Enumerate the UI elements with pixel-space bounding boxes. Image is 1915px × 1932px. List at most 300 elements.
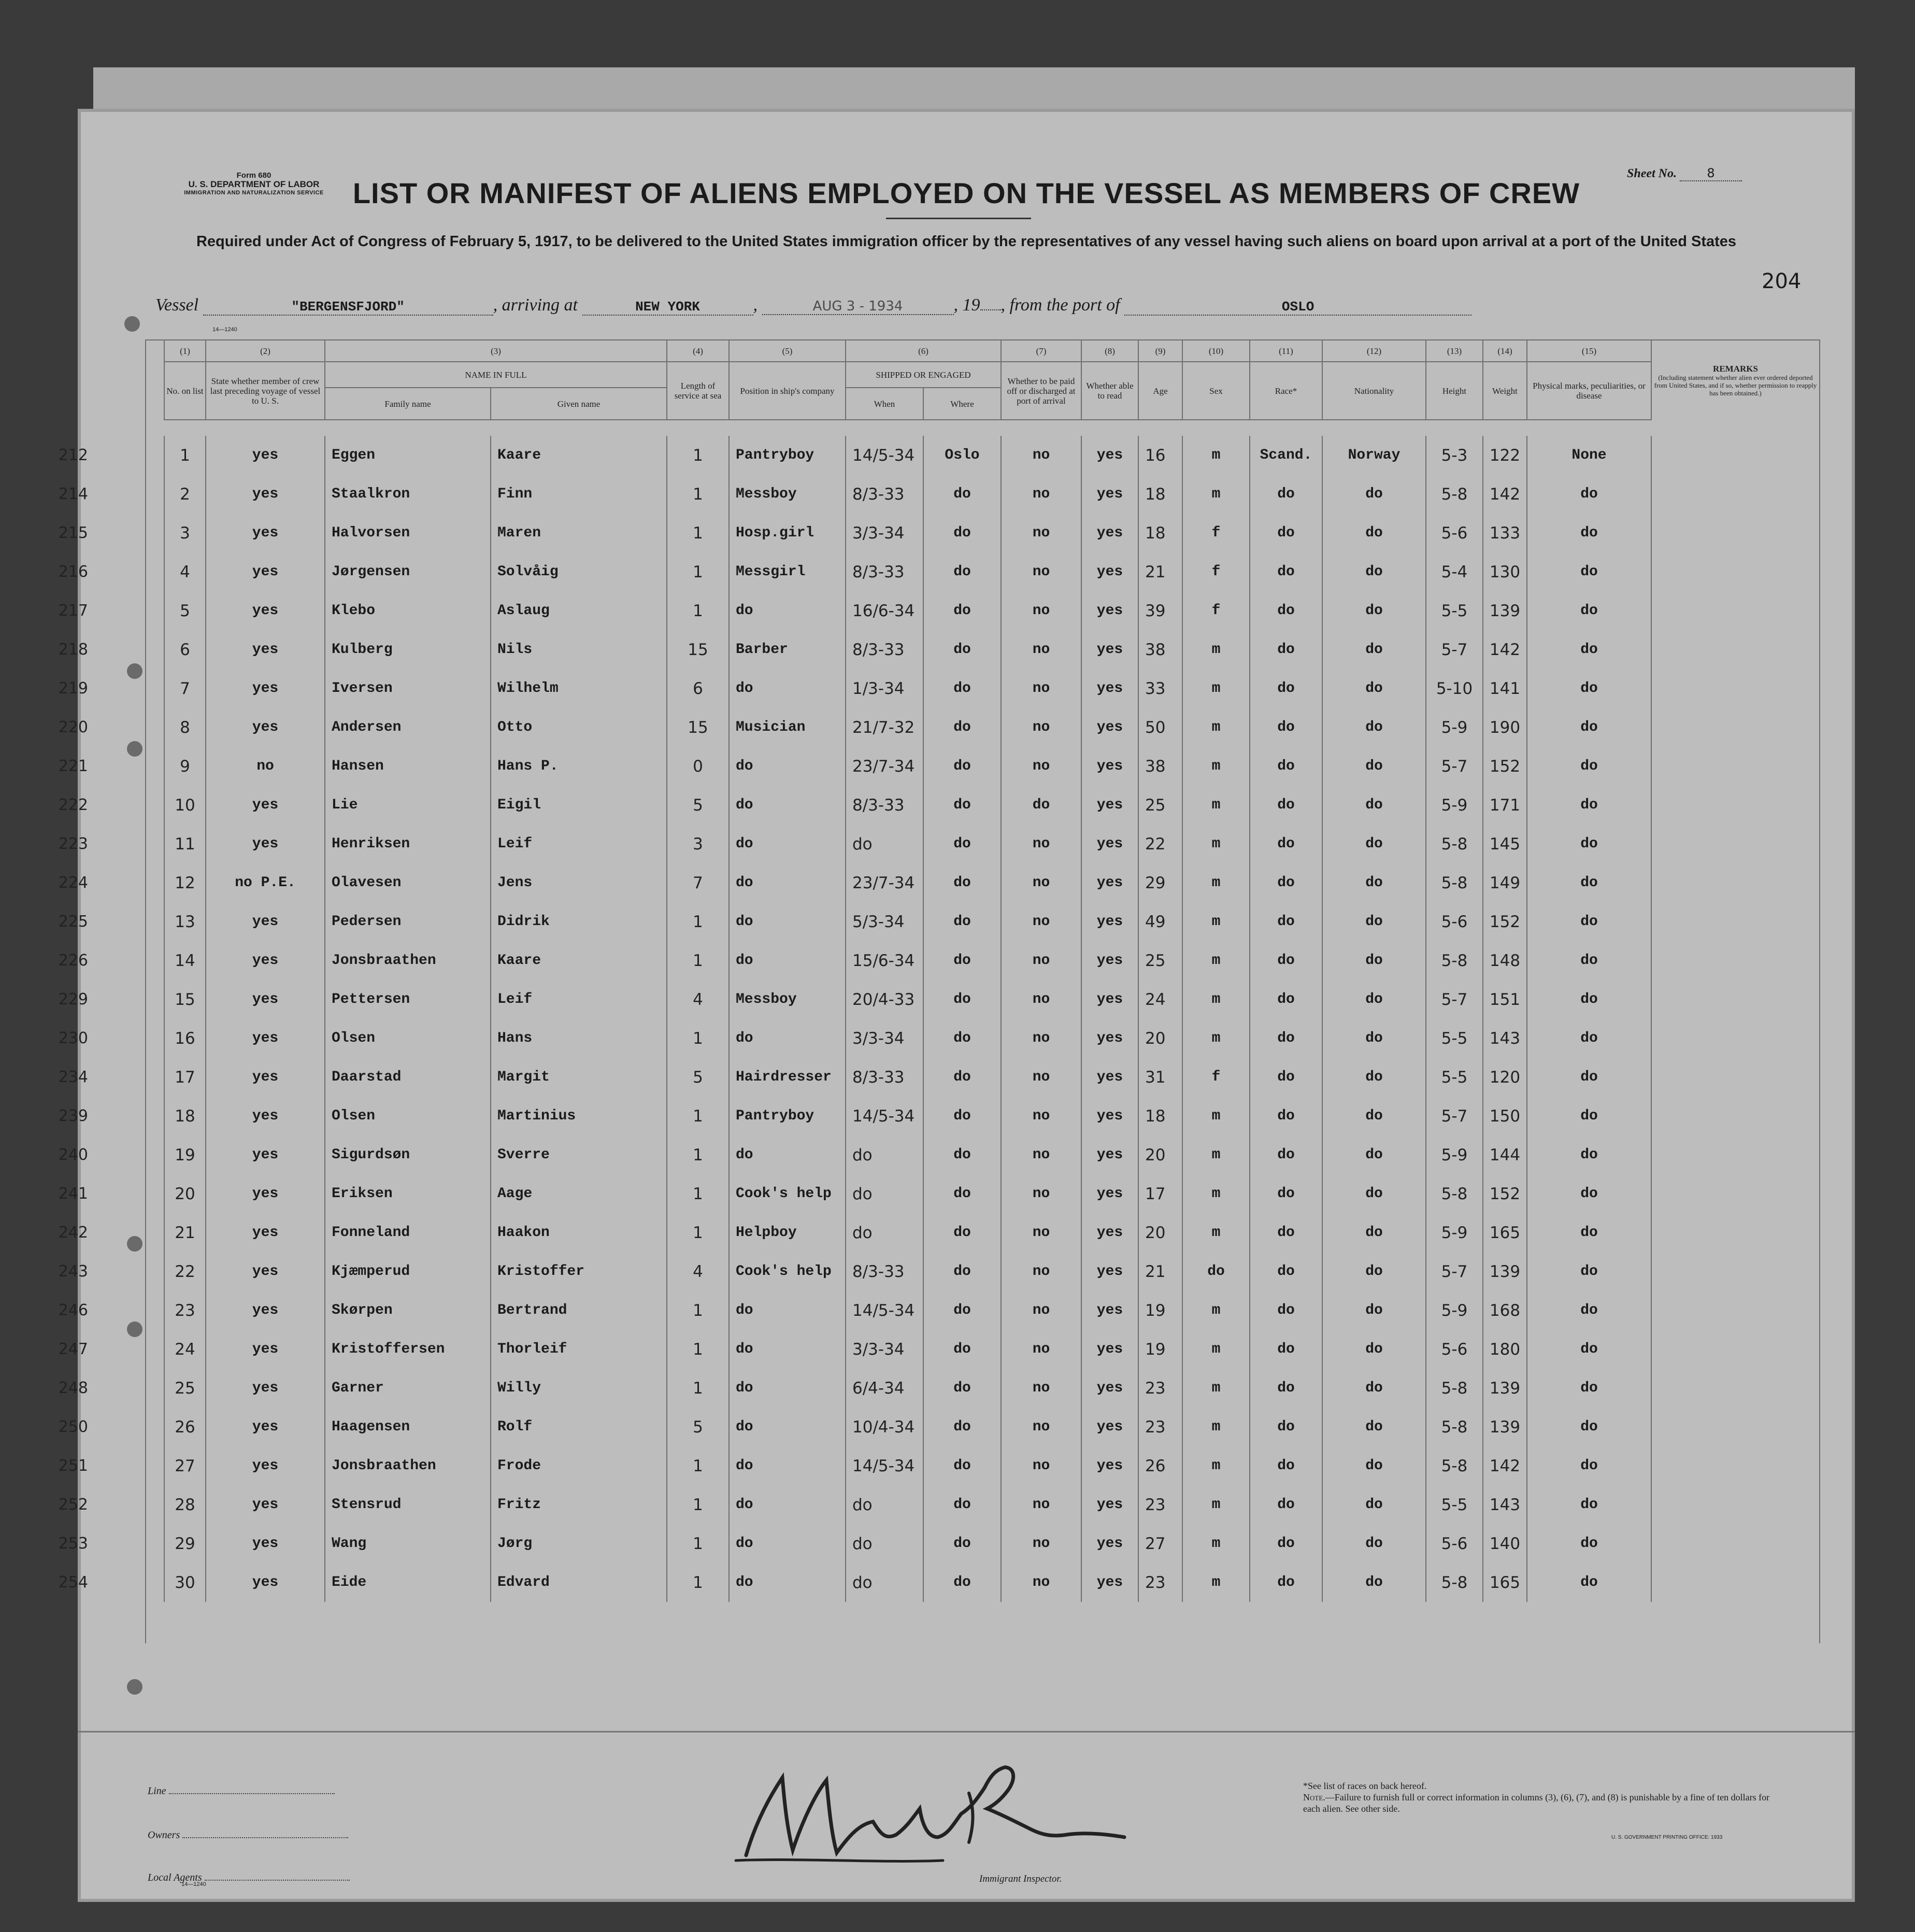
row-number: 8 xyxy=(164,708,206,747)
table-row xyxy=(146,591,1820,630)
able-read-cell: yes xyxy=(1081,1135,1138,1174)
weight-cell: 120 xyxy=(1483,1058,1527,1097)
given-name-cell: Otto xyxy=(491,708,667,747)
shipped-when-cell: 8/3-33 xyxy=(846,475,923,514)
age-cell: 38 xyxy=(1138,747,1182,786)
spacer-cell xyxy=(146,420,1820,436)
given-name-cell: Kaare xyxy=(491,941,667,980)
remarks-cell xyxy=(1651,669,1820,708)
note-label: Note. xyxy=(1303,1792,1325,1802)
age-cell: 21 xyxy=(1138,552,1182,591)
nationality-cell: do xyxy=(1322,980,1426,1019)
given-name-cell: Margit xyxy=(491,1058,667,1097)
margin-line-number: 220 xyxy=(58,718,88,736)
able-read-cell: yes xyxy=(1081,902,1138,941)
sex-cell: m xyxy=(1182,1446,1250,1485)
remarks-cell xyxy=(1651,863,1820,902)
weight-cell: 143 xyxy=(1483,1485,1527,1524)
paid-off-cell: no xyxy=(1001,436,1081,475)
paid-off-cell: no xyxy=(1001,669,1081,708)
margin-line-number: 219 xyxy=(58,679,88,698)
given-name-cell: Didrik xyxy=(491,902,667,941)
shipped-where-cell: do xyxy=(923,1019,1001,1058)
family-name-cell: Jørgensen xyxy=(325,552,491,591)
margin-line-number: 224 xyxy=(58,873,88,892)
physical-marks-cell: do xyxy=(1527,475,1651,514)
sheet-number-value: 8 xyxy=(1680,166,1742,181)
remarks-header xyxy=(1651,340,1820,420)
row-number: 24 xyxy=(164,1330,206,1369)
paid-off-cell: no xyxy=(1001,475,1081,514)
position-cell: Hosp.girl xyxy=(729,514,846,552)
table-spacer-row xyxy=(146,420,1820,436)
sex-cell: m xyxy=(1182,1369,1250,1408)
shipped-where-cell: do xyxy=(923,1252,1001,1291)
given-name-cell: Wilhelm xyxy=(491,669,667,708)
family-name-cell: Halvorsen xyxy=(325,514,491,552)
sex-cell: f xyxy=(1182,552,1250,591)
margin-cell xyxy=(146,591,164,630)
remarks-cell xyxy=(1651,1174,1820,1213)
position-cell: do xyxy=(729,1291,846,1330)
col-num-6: (6) xyxy=(846,340,1001,362)
remarks-cell xyxy=(1651,786,1820,825)
remarks-cell xyxy=(1651,475,1820,514)
age-cell: 31 xyxy=(1138,1058,1182,1097)
prev-voyage-cell: yes xyxy=(206,1485,325,1524)
shipped-when-cell: 8/3-33 xyxy=(846,552,923,591)
sex-cell: m xyxy=(1182,1213,1250,1252)
departure-port: OSLO xyxy=(1124,299,1471,316)
service-name: IMMIGRATION AND NATURALIZATION SERVICE xyxy=(184,190,324,196)
position-cell: do xyxy=(729,786,846,825)
weight-cell: 139 xyxy=(1483,1408,1527,1446)
position-cell: do xyxy=(729,1563,846,1602)
height-cell: 5-10 xyxy=(1426,669,1483,708)
race-cell: do xyxy=(1250,980,1322,1019)
nationality-cell: do xyxy=(1322,941,1426,980)
family-name-cell: Pedersen xyxy=(325,902,491,941)
given-name-cell: Eigil xyxy=(491,786,667,825)
race-cell: do xyxy=(1250,1291,1322,1330)
age-cell: 20 xyxy=(1138,1213,1182,1252)
prev-voyage-cell: yes xyxy=(206,1330,325,1369)
row-number: 15 xyxy=(164,980,206,1019)
race-cell: do xyxy=(1250,669,1322,708)
margin-cell xyxy=(146,1213,164,1252)
remarks-cell xyxy=(1651,1524,1820,1563)
margin-line-number: 247 xyxy=(58,1340,88,1358)
length-service-cell: 1 xyxy=(667,1097,729,1135)
physical-marks-cell: do xyxy=(1527,941,1651,980)
remarks-cell xyxy=(1651,1291,1820,1330)
arrival-date: AUG 3 - 1934 xyxy=(762,299,954,315)
sex-cell: m xyxy=(1182,1019,1250,1058)
length-service-cell: 1 xyxy=(667,552,729,591)
age-cell: 23 xyxy=(1138,1563,1182,1602)
nationality-cell: do xyxy=(1322,1213,1426,1252)
length-service-cell: 0 xyxy=(667,747,729,786)
race-cell: do xyxy=(1250,475,1322,514)
able-read-cell: yes xyxy=(1081,941,1138,980)
shipped-where-cell: do xyxy=(923,1058,1001,1097)
able-read-cell: yes xyxy=(1081,630,1138,669)
weight-cell: 180 xyxy=(1483,1330,1527,1369)
height-cell: 5-7 xyxy=(1426,1252,1483,1291)
line-field xyxy=(148,1785,335,1797)
able-read-cell: yes xyxy=(1081,591,1138,630)
sex-cell: m xyxy=(1182,1097,1250,1135)
margin-cell xyxy=(146,1408,164,1446)
agents-label: Local Agents xyxy=(148,1872,202,1883)
race-cell: do xyxy=(1250,1213,1322,1252)
age-cell: 16 xyxy=(1138,436,1182,475)
prev-voyage-cell: no P.E. xyxy=(206,863,325,902)
nationality-cell: do xyxy=(1322,1330,1426,1369)
margin-line-number: 214 xyxy=(58,485,88,503)
table-row xyxy=(146,786,1820,825)
table-row xyxy=(146,1563,1820,1602)
nationality-cell: do xyxy=(1322,630,1426,669)
row-number: 22 xyxy=(164,1252,206,1291)
margin-cell xyxy=(146,1563,164,1602)
weight-cell: 142 xyxy=(1483,475,1527,514)
physical-marks-cell: do xyxy=(1527,1369,1651,1408)
crew-table-body xyxy=(146,420,1820,1643)
position-cell: do xyxy=(729,1485,846,1524)
family-name-header: Family name xyxy=(325,388,491,420)
prev-voyage-cell: yes xyxy=(206,1058,325,1097)
length-service-cell: 4 xyxy=(667,1252,729,1291)
prev-voyage-cell: yes xyxy=(206,786,325,825)
margin-cell xyxy=(146,941,164,980)
table-row xyxy=(146,1097,1820,1135)
row-number: 10 xyxy=(164,786,206,825)
given-name-cell: Haakon xyxy=(491,1213,667,1252)
given-name-header: Given name xyxy=(491,388,667,420)
margin-cell xyxy=(146,1485,164,1524)
able-read-cell: yes xyxy=(1081,1563,1138,1602)
weight-cell: 130 xyxy=(1483,552,1527,591)
prev-voyage-cell: yes xyxy=(206,591,325,630)
position-cell: Hairdresser xyxy=(729,1058,846,1097)
age-cell: 23 xyxy=(1138,1369,1182,1408)
margin-cell xyxy=(146,475,164,514)
weight-cell: 152 xyxy=(1483,902,1527,941)
height-cell: 5-8 xyxy=(1426,1446,1483,1485)
given-name-cell: Willy xyxy=(491,1369,667,1408)
crew-manifest-table xyxy=(145,339,1820,1643)
given-name-cell: Finn xyxy=(491,475,667,514)
height-cell: 5-6 xyxy=(1426,902,1483,941)
remarks-cell xyxy=(1651,1485,1820,1524)
able-read-cell: yes xyxy=(1081,1019,1138,1058)
remarks-cell xyxy=(1651,1563,1820,1602)
race-cell: Scand. xyxy=(1250,436,1322,475)
age-cell: 49 xyxy=(1138,902,1182,941)
nationality-cell: do xyxy=(1322,1291,1426,1330)
remarks-cell xyxy=(1651,1019,1820,1058)
age-cell: 24 xyxy=(1138,980,1182,1019)
margin-cell xyxy=(146,1330,164,1369)
given-name-cell: Frode xyxy=(491,1446,667,1485)
physical-marks-header: Physical marks, peculiarities, or disease xyxy=(1527,362,1651,420)
shipped-where-cell: do xyxy=(923,630,1001,669)
given-name-cell: Bertrand xyxy=(491,1291,667,1330)
able-read-cell: yes xyxy=(1081,1097,1138,1135)
paid-off-cell: no xyxy=(1001,825,1081,863)
row-number: 21 xyxy=(164,1213,206,1252)
sex-cell: m xyxy=(1182,1330,1250,1369)
position-cell: do xyxy=(729,1408,846,1446)
position-header: Position in ship's company xyxy=(729,362,846,420)
nationality-cell: do xyxy=(1322,1174,1426,1213)
sex-cell: m xyxy=(1182,980,1250,1019)
paid-off-cell: no xyxy=(1001,1097,1081,1135)
able-read-cell: yes xyxy=(1081,786,1138,825)
department-name: U. S. DEPARTMENT OF LABOR xyxy=(188,179,320,189)
sex-cell: do xyxy=(1182,1252,1250,1291)
row-number: 25 xyxy=(164,1369,206,1408)
prev-voyage-cell: yes xyxy=(206,1408,325,1446)
position-cell: do xyxy=(729,1446,846,1485)
shipped-where-cell: do xyxy=(923,1369,1001,1408)
nationality-cell: do xyxy=(1322,708,1426,747)
race-cell: do xyxy=(1250,941,1322,980)
length-service-cell: 1 xyxy=(667,1135,729,1174)
race-cell: do xyxy=(1250,1446,1322,1485)
margin-cell xyxy=(146,786,164,825)
shipped-when-cell: 1/3-34 xyxy=(846,669,923,708)
manifest-sheet xyxy=(78,109,1855,1902)
position-cell: Messboy xyxy=(729,980,846,1019)
row-number: 1 xyxy=(164,436,206,475)
family-name-cell: Kjæmperud xyxy=(325,1252,491,1291)
remarks-cell xyxy=(1651,1369,1820,1408)
col-num-15: (15) xyxy=(1527,340,1651,362)
sex-cell: m xyxy=(1182,630,1250,669)
age-cell: 27 xyxy=(1138,1524,1182,1563)
family-name-cell: Jonsbraathen xyxy=(325,1446,491,1485)
margin-line-number: 223 xyxy=(58,834,88,853)
form-number: Form 680 xyxy=(236,171,271,180)
prev-voyage-cell: yes xyxy=(206,1446,325,1485)
length-service-cell: 1 xyxy=(667,1446,729,1485)
able-read-cell: yes xyxy=(1081,1291,1138,1330)
race-cell: do xyxy=(1250,1330,1322,1369)
given-name-cell: Nils xyxy=(491,630,667,669)
paid-off-cell: no xyxy=(1001,1213,1081,1252)
family-name-cell: Olavesen xyxy=(325,863,491,902)
margin-cell xyxy=(146,1252,164,1291)
table-row xyxy=(146,475,1820,514)
physical-marks-cell: do xyxy=(1527,514,1651,552)
length-service-cell: 1 xyxy=(667,1174,729,1213)
paid-off-cell: no xyxy=(1001,941,1081,980)
given-name-cell: Jørg xyxy=(491,1524,667,1563)
position-cell: Musician xyxy=(729,708,846,747)
margin-cell xyxy=(146,708,164,747)
shipped-where-cell: do xyxy=(923,980,1001,1019)
shipped-when-cell: 5/3-34 xyxy=(846,902,923,941)
shipped-where-cell: do xyxy=(923,1291,1001,1330)
family-name-cell: Iversen xyxy=(325,669,491,708)
sex-cell: m xyxy=(1182,786,1250,825)
table-row xyxy=(146,514,1820,552)
prev-voyage-cell: yes xyxy=(206,980,325,1019)
shipped-when-cell: do xyxy=(846,825,923,863)
length-service-cell: 1 xyxy=(667,902,729,941)
punch-hole xyxy=(127,663,142,679)
position-cell: do xyxy=(729,1019,846,1058)
voyage-line: Vessel "BERGENSFJORD" , arriving at NEW YORK , AUG 3 - 1934 , 19 , from the port of OSLO xyxy=(155,295,1788,316)
shipped-where-cell: do xyxy=(923,1330,1001,1369)
length-service-cell: 15 xyxy=(667,630,729,669)
physical-marks-cell: do xyxy=(1527,1174,1651,1213)
table-row xyxy=(146,1058,1820,1097)
height-cell: 5-6 xyxy=(1426,1524,1483,1563)
shipped-when-cell: 8/3-33 xyxy=(846,1058,923,1097)
table-tail-row xyxy=(146,1602,1820,1643)
row-number: 4 xyxy=(164,552,206,591)
family-name-cell: Staalkron xyxy=(325,475,491,514)
weight-cell: 171 xyxy=(1483,786,1527,825)
family-name-cell: Jonsbraathen xyxy=(325,941,491,980)
family-name-cell: Olsen xyxy=(325,1097,491,1135)
table-row xyxy=(146,630,1820,669)
penalty-footnote xyxy=(1303,1792,1780,1814)
remarks-cell xyxy=(1651,825,1820,863)
family-name-cell: Olsen xyxy=(325,1019,491,1058)
race-header: Race* xyxy=(1250,362,1322,420)
sex-cell: m xyxy=(1182,863,1250,902)
height-cell: 5-8 xyxy=(1426,1563,1483,1602)
weight-cell: 122 xyxy=(1483,436,1527,475)
form-code-bottom: 14—1240 xyxy=(181,1881,206,1887)
nationality-header: Nationality xyxy=(1322,362,1426,420)
vessel-label: Vessel xyxy=(155,295,199,315)
physical-marks-cell: do xyxy=(1527,1019,1651,1058)
given-name-cell: Hans xyxy=(491,1019,667,1058)
table-row xyxy=(146,1485,1820,1524)
prev-voyage-cell: yes xyxy=(206,1135,325,1174)
physical-marks-cell: do xyxy=(1527,708,1651,747)
prev-voyage-cell: yes xyxy=(206,669,325,708)
physical-marks-cell: do xyxy=(1527,1058,1651,1097)
prev-voyage-cell: yes xyxy=(206,1097,325,1135)
line-blank xyxy=(169,1793,335,1794)
shipped-where-cell: do xyxy=(923,591,1001,630)
shipped-when-cell: 21/7-32 xyxy=(846,708,923,747)
physical-marks-cell: do xyxy=(1527,1446,1651,1485)
row-number: 11 xyxy=(164,825,206,863)
shipped-when-cell: 14/5-34 xyxy=(846,436,923,475)
family-name-cell: Skørpen xyxy=(325,1291,491,1330)
position-cell: Helpboy xyxy=(729,1213,846,1252)
remarks-cell xyxy=(1651,747,1820,786)
row-number: 13 xyxy=(164,902,206,941)
race-cell: do xyxy=(1250,1135,1322,1174)
height-cell: 5-3 xyxy=(1426,436,1483,475)
family-name-cell: Hansen xyxy=(325,747,491,786)
sex-cell: m xyxy=(1182,669,1250,708)
nationality-cell: do xyxy=(1322,552,1426,591)
shipped-where-cell: do xyxy=(923,708,1001,747)
position-cell: do xyxy=(729,1135,846,1174)
remarks-cell xyxy=(1651,1213,1820,1252)
race-cell: do xyxy=(1250,1097,1322,1135)
col-num-11: (11) xyxy=(1250,340,1322,362)
margin-cell xyxy=(146,863,164,902)
weight-cell: 144 xyxy=(1483,1135,1527,1174)
family-name-cell: Lie xyxy=(325,786,491,825)
weight-cell: 133 xyxy=(1483,514,1527,552)
nationality-cell: do xyxy=(1322,1446,1426,1485)
sex-cell: m xyxy=(1182,1135,1250,1174)
length-service-cell: 1 xyxy=(667,591,729,630)
position-cell: do xyxy=(729,941,846,980)
table-row xyxy=(146,1330,1820,1369)
age-cell: 23 xyxy=(1138,1408,1182,1446)
weight-cell: 143 xyxy=(1483,1019,1527,1058)
punch-hole xyxy=(124,316,140,332)
age-cell: 20 xyxy=(1138,1019,1182,1058)
able-read-cell: yes xyxy=(1081,1330,1138,1369)
shipped-header: SHIPPED OR ENGAGED xyxy=(846,362,1001,388)
prev-voyage-cell: yes xyxy=(206,941,325,980)
length-service-cell: 4 xyxy=(667,980,729,1019)
printer-imprint: U. S. GOVERNMENT PRINTING OFFICE: 1933 xyxy=(1611,1835,1723,1840)
physical-marks-cell: do xyxy=(1527,630,1651,669)
weight-cell: 142 xyxy=(1483,630,1527,669)
nationality-cell: do xyxy=(1322,863,1426,902)
able-read-cell: yes xyxy=(1081,475,1138,514)
margin-line-number: 225 xyxy=(58,912,88,931)
height-cell: 5-9 xyxy=(1426,1291,1483,1330)
sex-cell: f xyxy=(1182,1058,1250,1097)
position-cell: Pantryboy xyxy=(729,436,846,475)
row-number: 6 xyxy=(164,630,206,669)
paid-off-cell: no xyxy=(1001,1369,1081,1408)
sex-cell: m xyxy=(1182,825,1250,863)
remarks-cell xyxy=(1651,514,1820,552)
able-read-cell: yes xyxy=(1081,1058,1138,1097)
nationality-cell: do xyxy=(1322,1408,1426,1446)
position-cell: do xyxy=(729,1524,846,1563)
height-cell: 5-7 xyxy=(1426,1097,1483,1135)
length-service-cell: 1 xyxy=(667,1369,729,1408)
able-read-cell: yes xyxy=(1081,514,1138,552)
given-name-cell: Aage xyxy=(491,1174,667,1213)
age-cell: 18 xyxy=(1138,514,1182,552)
given-name-cell: Hans P. xyxy=(491,747,667,786)
footnotes xyxy=(1303,1780,1780,1814)
margin-line-number: 243 xyxy=(58,1262,88,1281)
col-num-8: (8) xyxy=(1081,340,1138,362)
row-number: 12 xyxy=(164,863,206,902)
remarks-cell xyxy=(1651,708,1820,747)
weight-cell: 152 xyxy=(1483,1174,1527,1213)
shipped-when-cell: do xyxy=(846,1174,923,1213)
given-name-cell: Aslaug xyxy=(491,591,667,630)
family-name-cell: Kristoffersen xyxy=(325,1330,491,1369)
length-service-cell: 1 xyxy=(667,475,729,514)
sex-cell: f xyxy=(1182,514,1250,552)
margin-cell xyxy=(146,514,164,552)
paid-off-cell: no xyxy=(1001,863,1081,902)
age-cell: 50 xyxy=(1138,708,1182,747)
agents-blank xyxy=(205,1880,350,1881)
